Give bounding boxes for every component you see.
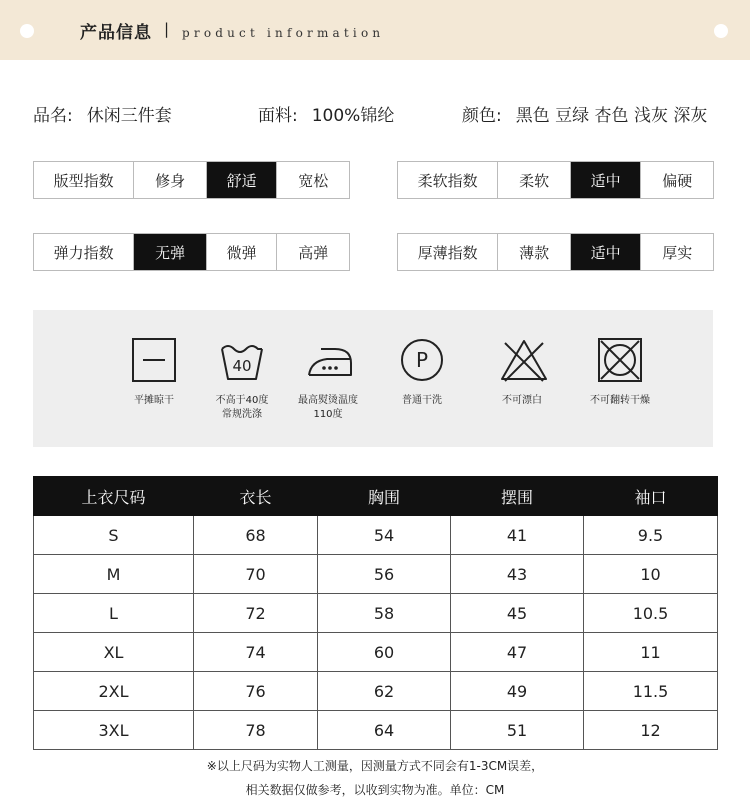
section-subtitle: product information	[182, 26, 385, 40]
no-tumble-dry-icon	[597, 337, 643, 383]
thickness-option-thin: 薄款	[497, 234, 570, 270]
measurement-note-line2: 相关数据仅做参考，以收到实物为准。单位：CM	[245, 783, 505, 797]
col-header-chest: 胸围	[318, 477, 451, 516]
table-cell: 68	[194, 516, 318, 555]
col-header-cuff: 袖口	[584, 477, 718, 516]
table-cell: 74	[194, 633, 318, 672]
header-banner	[0, 0, 750, 60]
info-key: 面料:	[258, 106, 298, 126]
elastic-index-label: 弹力指数	[53, 243, 114, 262]
fit-option-slim: 修身	[133, 162, 206, 198]
table-cell: 54	[318, 516, 451, 555]
elastic-option-high: 高弹	[276, 234, 349, 270]
table-cell: 72	[194, 594, 318, 633]
elastic-option-slight: 微弹	[206, 234, 277, 270]
iron-icon	[305, 337, 355, 383]
care-instructions-panel	[33, 310, 713, 447]
elastic-index-row	[33, 233, 350, 271]
table-cell: 43	[451, 555, 584, 594]
dry-clean-symbol: P	[415, 348, 429, 372]
flat-dry-icon	[131, 337, 177, 383]
table-cell: 3XL	[34, 711, 194, 750]
info-value: 黑色 豆绿 杏色 浅灰 深灰	[515, 106, 708, 126]
table-cell: 76	[194, 672, 318, 711]
wash-temp-value: 40	[232, 357, 252, 375]
softness-option-firm: 偏硬	[640, 162, 713, 198]
care-item-wash-40	[192, 310, 292, 447]
col-header-size: 上衣尺码	[34, 477, 194, 516]
care-label: 不可漂白	[502, 395, 542, 406]
table-cell: 51	[451, 711, 584, 750]
table-row	[34, 672, 718, 711]
decor-dot-left	[20, 24, 34, 38]
softness-option-medium: 适中	[570, 162, 641, 198]
care-item-iron	[278, 310, 378, 447]
table-cell: 45	[451, 594, 584, 633]
care-label: 不可翻转干燥	[590, 395, 650, 406]
wash-40-icon	[219, 337, 265, 383]
decor-dot-right	[714, 24, 728, 38]
softness-index-row	[397, 161, 714, 199]
table-cell: L	[34, 594, 194, 633]
thickness-index-label: 厚薄指数	[417, 243, 478, 262]
table-cell: 58	[318, 594, 451, 633]
table-cell: S	[34, 516, 194, 555]
info-value: 休闲三件套	[86, 106, 172, 126]
table-row	[34, 516, 718, 555]
table-cell: 11.5	[584, 672, 718, 711]
fit-index-row	[33, 161, 350, 199]
table-cell: 41	[451, 516, 584, 555]
table-cell: 62	[318, 672, 451, 711]
table-row	[34, 594, 718, 633]
thickness-option-medium: 适中	[570, 234, 641, 270]
table-row	[34, 711, 718, 750]
thickness-option-thick: 厚实	[640, 234, 713, 270]
info-colors	[462, 101, 707, 126]
table-cell: 9.5	[584, 516, 718, 555]
care-label: 普通干洗	[402, 395, 442, 406]
info-value: 100%锦纶	[311, 106, 395, 126]
table-cell: 78	[194, 711, 318, 750]
dry-clean-icon	[399, 337, 445, 383]
measurement-note-line1: ※以上尺码为实物人工测量，因测量方式不同会有1-3CM误差，	[206, 759, 544, 773]
section-title: 产品信息	[80, 23, 152, 43]
care-label: 最高熨烫温度 110度	[298, 395, 358, 420]
table-cell: 49	[451, 672, 584, 711]
table-row	[34, 555, 718, 594]
table-cell: 12	[584, 711, 718, 750]
table-cell: M	[34, 555, 194, 594]
table-cell: 60	[318, 633, 451, 672]
info-key: 颜色:	[462, 106, 502, 126]
table-cell: 64	[318, 711, 451, 750]
table-cell: 70	[194, 555, 318, 594]
table-cell: 56	[318, 555, 451, 594]
size-table-header	[34, 477, 718, 516]
softness-index-label: 柔软指数	[417, 171, 478, 190]
fit-option-loose: 宽松	[276, 162, 349, 198]
size-table	[33, 476, 718, 750]
table-cell: XL	[34, 633, 194, 672]
table-cell: 10	[584, 555, 718, 594]
table-cell: 47	[451, 633, 584, 672]
care-item-no-bleach	[472, 310, 572, 447]
info-product-name	[33, 101, 172, 126]
care-label: 平摊晾干	[134, 395, 174, 406]
care-label: 不高于40度 常规洗涤	[215, 395, 269, 420]
care-item-no-tumble-dry	[570, 310, 670, 447]
care-item-flat-dry	[104, 310, 204, 447]
table-cell: 11	[584, 633, 718, 672]
thickness-index-row	[397, 233, 714, 271]
info-fabric	[258, 101, 394, 126]
care-item-dry-clean	[372, 310, 472, 447]
title-separator: |	[164, 20, 170, 38]
elastic-option-none: 无弹	[133, 234, 206, 270]
softness-option-soft: 柔软	[497, 162, 570, 198]
table-row	[34, 633, 718, 672]
fit-index-label: 版型指数	[53, 171, 114, 190]
info-key: 品名:	[33, 106, 73, 126]
fit-option-comfort: 舒适	[206, 162, 277, 198]
no-bleach-icon	[499, 337, 549, 383]
col-header-hem: 摆围	[451, 477, 584, 516]
table-cell: 10.5	[584, 594, 718, 633]
table-cell: 2XL	[34, 672, 194, 711]
col-header-length: 衣长	[194, 477, 318, 516]
